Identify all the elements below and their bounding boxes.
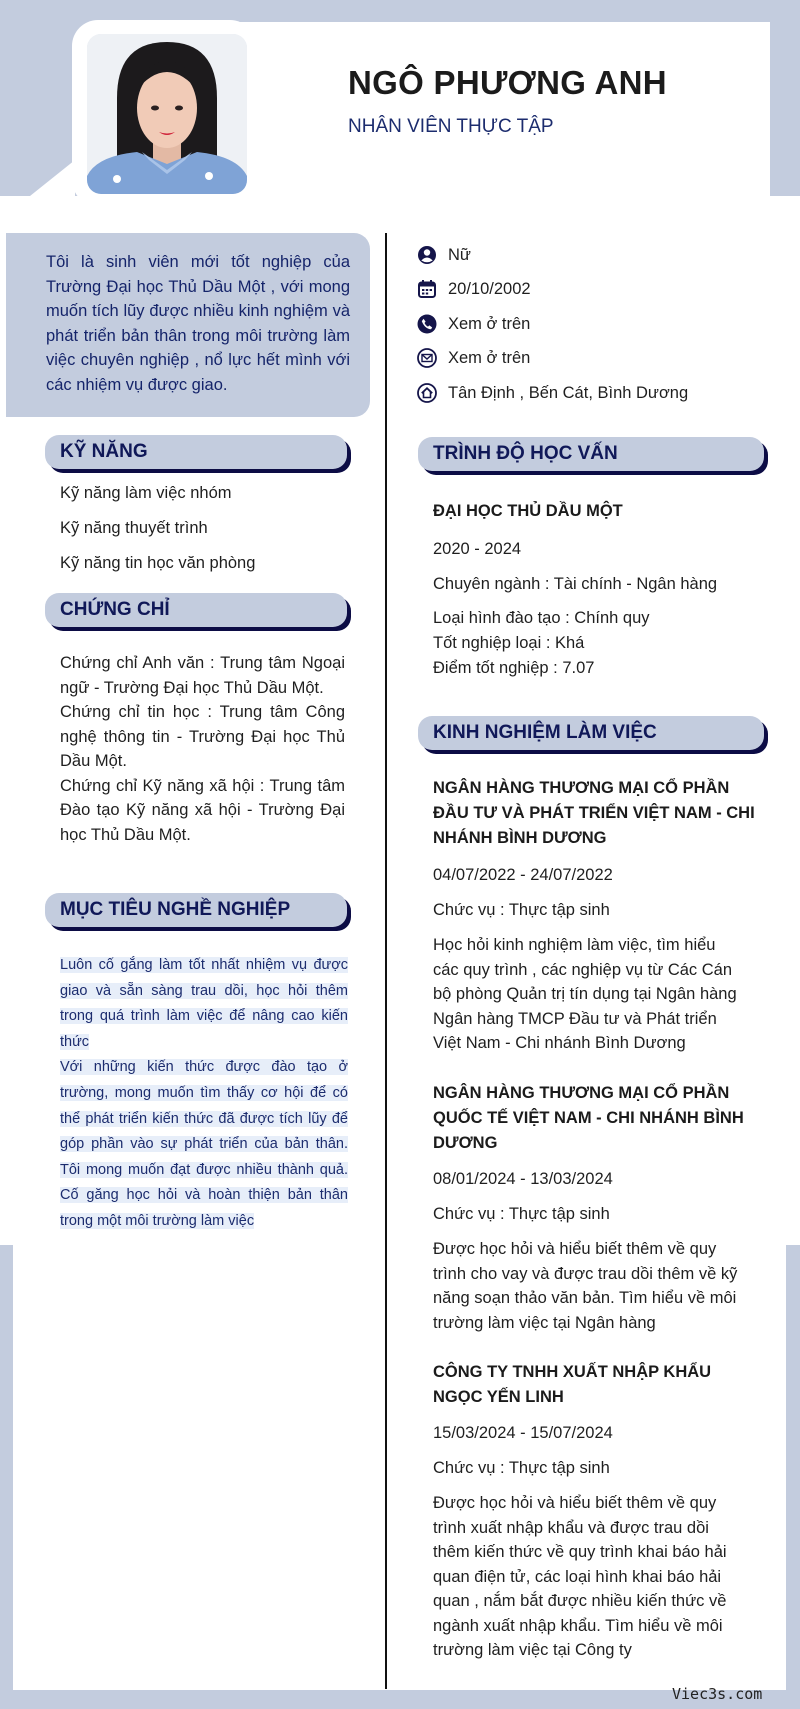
education-score: Điểm tốt nghiệp : 7.07 <box>433 659 595 677</box>
experience-description: Được học hỏi và hiểu biết thêm về quy trình xuất nhập khẩu và được trau dồi thêm kiến thức về quy trình khai báo hải quan điện tử, các loại hình khai báo hải quan , nắm bắt được nhiều kiến thức về ngành xuất nhập khẩu. Tìm hiểu về môi trường làm việc tại Công ty <box>433 1494 727 1659</box>
user-icon <box>416 244 438 266</box>
education-period: 2020 - 2024 <box>433 540 522 558</box>
education-section-header: TRÌNH ĐỘ HỌC VẤN <box>418 437 764 471</box>
candidate-name: NGÔ PHƯƠNG ANH <box>348 64 667 101</box>
phone-value: Xem ở trên <box>448 314 531 333</box>
experience-section-header: KINH NGHIỆM LÀM VIỆC <box>418 716 764 750</box>
calendar-icon <box>416 278 438 300</box>
experience-company: CÔNG TY TNHH XUẤT NHẬP KHẨU NGỌC YẾN LINH <box>433 1363 712 1406</box>
experience-company: NGÂN HÀNG THƯƠNG MẠI CỔ PHẦN ĐẦU TƯ VÀ PHÁT TRIỂN VIỆT NAM - CHI NHÁNH BÌNH DƯƠNG <box>433 779 755 847</box>
info-address <box>416 381 688 405</box>
skill-item: Kỹ năng làm việc nhóm <box>60 484 232 502</box>
experience-description: Học hỏi kinh nghiệm làm việc, tìm hiểu các quy trình , các nghiệp vụ từ Các Cán bộ phòng Quản trị tín dụng tại Ngân hàng Ngân hàng TMCP Đầu tư và Phát triển Việt Nam - Chi nhánh Bình Dương <box>433 936 737 1052</box>
candidate-job-title: NHÂN VIÊN THỰC TẬP <box>348 116 554 137</box>
experience-position: Chức vụ : Thực tập sinh <box>433 901 610 919</box>
watermark: Viec3s.com <box>672 1685 763 1703</box>
skill-item: Kỹ năng thuyết trình <box>60 519 208 537</box>
info-email <box>416 346 530 370</box>
mail-icon <box>416 347 438 369</box>
info-birthday <box>416 277 531 301</box>
column-divider <box>385 233 387 1689</box>
school-name: ĐẠI HỌC THỦ DẦU MỘT <box>433 502 623 520</box>
education-classification: Tốt nghiệp loại : Khá <box>433 634 585 652</box>
experience-company: NGÂN HÀNG THƯƠNG MẠI CỔ PHẦN QUỐC TẾ VIỆT NAM - CHI NHÁNH BÌNH DƯƠNG <box>433 1084 744 1152</box>
certificates-section-header: CHỨNG CHỈ <box>45 593 347 627</box>
summary-text: Tôi là sinh viên mới tốt nghiệp của Trường Đại học Thủ Dầu Một , với mong muốn tích lũy được nhiều kinh nghiệm và phát triển bản thân trong môi trường làm việc chuyên nghiệp , nổ lực hết mình với các nhiệm vụ được giao. <box>46 253 350 394</box>
career-goal-paragraph: Với những kiến thức được đào tạo ở trường, mong muốn tìm thấy cơ hội để có thể phát triển kiến thức đã được tích lũy để góp phần vào sự phát triển của bản thân. Tôi mong muốn đạt được nhiều thành quả. Cố găng học hỏi và hoàn thiện bản thân trong một môi trường làm việc <box>60 1059 348 1229</box>
experience-period: 15/03/2024 - 15/07/2024 <box>433 1424 613 1442</box>
certificate-item: Chứng chỉ Anh văn : Trung tâm Ngoại ngữ - Trường Đại học Thủ Dầu Một. <box>60 654 345 697</box>
address-value: Tân Định , Bến Cát, Bình Dương <box>448 383 689 402</box>
left-border-strip <box>0 1245 13 1709</box>
experience-description: Được học hỏi và hiểu biết thêm về quy trình cho vay và được trau dồi thêm về kỹ năng soạn thảo văn bản. Tìm hiểu về môi trường làm việc tại Ngân hàng <box>433 1240 738 1332</box>
info-gender <box>416 243 471 267</box>
education-training-type: Loại hình đào tạo : Chính quy <box>433 609 650 627</box>
career-goal-text <box>60 953 348 1235</box>
right-border-strip <box>786 1245 800 1709</box>
experience-period: 04/07/2022 - 24/07/2022 <box>433 866 613 884</box>
home-icon <box>416 382 438 404</box>
info-phone <box>416 312 530 336</box>
birthday-value: 20/10/2002 <box>448 279 531 298</box>
certificate-item: Chứng chỉ tin học : Trung tâm Công nghệ thông tin - Trường Đại học Thủ Dầu Một. <box>60 703 345 770</box>
experience-period: 08/01/2024 - 13/03/2024 <box>433 1170 613 1188</box>
skills-section-header: KỸ NĂNG <box>45 435 347 469</box>
education-major: Chuyên ngành : Tài chính - Ngân hàng <box>433 575 718 593</box>
certificate-item: Chứng chỉ Kỹ năng xã hội : Trung tâm Đào tạo Kỹ năng xã hội - Trường Đại học Thủ Dầu Một. <box>60 776 345 844</box>
career-goal-section-header: MỤC TIÊU NGHỀ NGHIỆP <box>45 893 347 927</box>
photo-frame-notch <box>30 160 75 196</box>
gender-value: Nữ <box>448 245 471 264</box>
experience-position: Chức vụ : Thực tập sinh <box>433 1205 610 1223</box>
experience-position: Chức vụ : Thực tập sinh <box>433 1459 610 1477</box>
certificates-list <box>60 651 345 847</box>
profile-photo <box>87 34 247 194</box>
header-card <box>238 22 770 196</box>
phone-icon <box>416 313 438 335</box>
email-value: Xem ở trên <box>448 348 531 367</box>
career-goal-paragraph: Luôn cố gắng làm tốt nhất nhiệm vụ được giao và sẵn sàng trau dồi, học hỏi thêm trong quá trình làm việc để nâng cao kiến thức <box>60 957 348 1050</box>
skill-item: Kỹ năng tin học văn phòng <box>60 554 256 572</box>
